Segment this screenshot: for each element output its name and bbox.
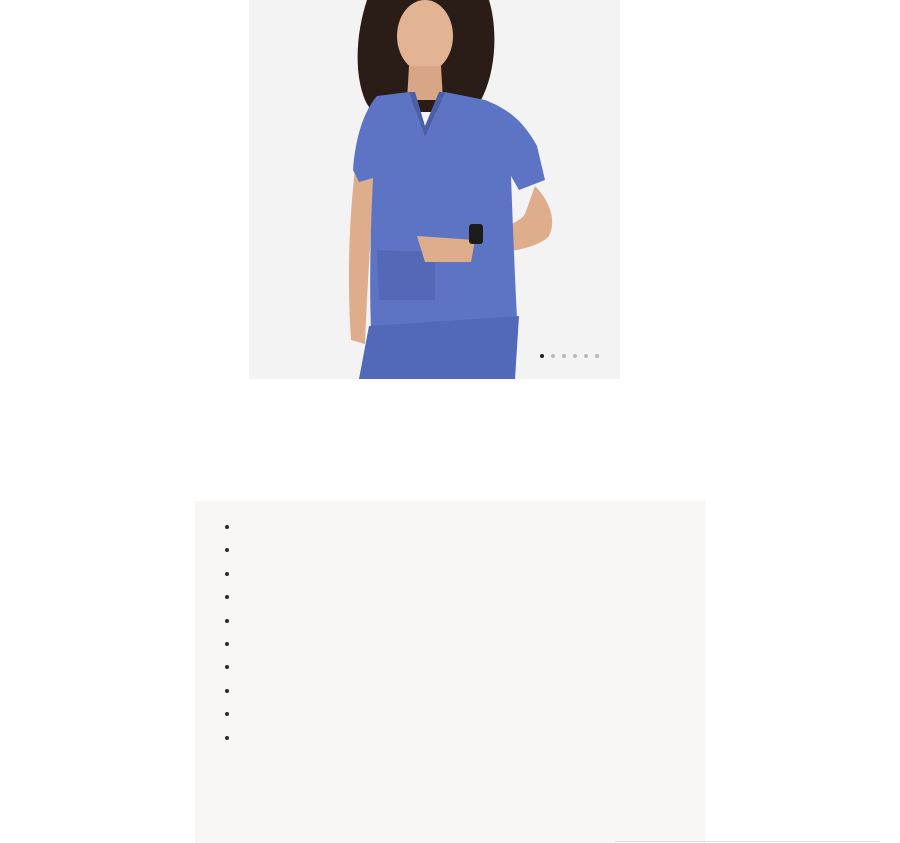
feature-item	[239, 634, 699, 653]
feature-item	[239, 540, 699, 559]
divider	[615, 841, 880, 842]
feature-item	[239, 704, 699, 723]
feature-item	[239, 657, 699, 676]
feature-item	[239, 728, 699, 747]
carousel-dot[interactable]	[562, 354, 566, 358]
feature-item	[239, 564, 699, 583]
features-panel	[195, 501, 705, 843]
carousel-dot[interactable]	[540, 354, 544, 358]
product-image[interactable]	[249, 0, 620, 379]
feature-item	[239, 681, 699, 700]
carousel-dots	[540, 354, 599, 358]
feature-item	[239, 587, 699, 606]
carousel-dot[interactable]	[595, 354, 599, 358]
features-list	[219, 517, 699, 751]
feature-item	[239, 517, 699, 536]
model-photo	[249, 0, 620, 379]
carousel-dot[interactable]	[551, 354, 555, 358]
feature-item	[239, 611, 699, 630]
carousel-dot[interactable]	[584, 354, 588, 358]
carousel-dot[interactable]	[573, 354, 577, 358]
